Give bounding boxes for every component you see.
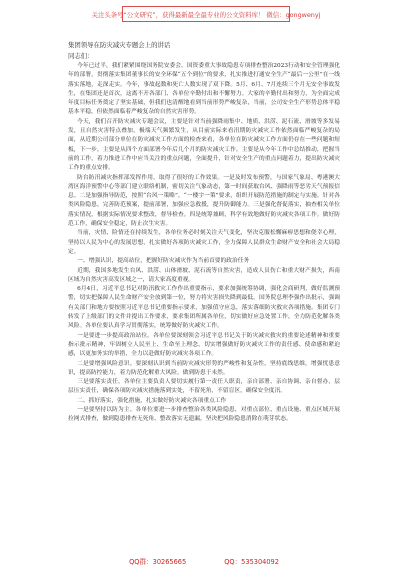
document-title: 集团领导在防灾减灾专题会上的讲话 [68,41,171,49]
paragraph: 一是要坚持以防为主。各单位要进一步排查整治各类风险隐患，对重点部位、重点设施、重点区域开展拉网式排查，做到隐患排查无死角、整改落实无遗漏，坚决把风险隐患消除在萌芽状态。 [68,406,340,423]
paragraph: 6月4日，习近平总书记对防汛救灾工作作出重要指示，要求加强统筹协调，强化会商研判，做好监测预警，切实把保障人民生命财产安全放到第一位，努力将灾害损失降到最低。国务院总理李强作出批示，强调有关部门和地方要按照习近平总书记重要指示要求，加强值守应急，落实落细防灾救灾各项措施。集团专门转发了上级部门的文件并提出工作要求，要求集团所属各单位，切实做好应急处置工作，全力防范化解各类风险。各单位要认真学习贯彻落实，统筹做好防灾减灾工作。 [68,286,340,330]
section-heading: 一、增强认识，提高站位，把握好防灾减灾作为当前首要的政治任务 [77,258,250,265]
paragraph: 一是要进一步提高政治站位。各单位要深刻领会习近平总书记关于防灾减灾救灾的重要论述精神和重要指示批示精神，牢固树立人民至上、生命至上理念，切实增强做好防灾减灾工作的责任感、使命感和紧迫感，以更加务实的举措，全力以赴做好防灾减灾各项工作。 [68,332,340,358]
footer [0,556,408,566]
paragraph: 当前，灾情、险情还在持续发生，各单位务必时刻关注天气变化，坚决克服松懈麻痹思想和侥幸心理，坚持以人民为中心的发展思想，扎实做好各项防灾减灾工作，全力保障人民群众生命财产安全和社会大局稳定。 [68,230,340,255]
promo-banner [91,6,321,22]
paragraph: 防台防汛减灾指挥部发挥作用，取得了很好的工作效果。一是及时发布预警，与国家气象局、粤港澳大湾区海洋预警中心等部门建立联络机制，密切关注气象动态，第一时间获取台风、强降雨等恶劣天气预报信息。二是加强指导防范，按照“台风一策略”，“一楼宇一策”要求，组织开展防范措施的制定与实施。针对各类风险隐患，完善防范预案，提前部署，加强应急救援，提升防御能力。三是强化督促落实，抽查相关单位落实情况，根据实际情况要求整改，督导检查。四是统筹兼顾，科学有效地做好防灾减灾各项工作。做好防范工作，确保安全稳定，防止次生灾害。 [68,174,340,228]
footer-qq-group: QQ群：30265665 [129,558,187,566]
section-heading: 二、抓好落实，强化措施，扎实做好防灾减灾各项重点工作 [77,397,227,404]
promo-banner-text: 关注头条号“公文研究”，获得最新最全最专业的公文资料库！ 微信：gongwenyj [91,10,321,19]
footer-qq: QQ：535304092 [224,558,279,566]
paragraph: 二是要增强风险意识。要深刻认识到当前防灾减灾形势的严峻性和复杂性，坚持底线思维，增强忧患意识，提高防控能力，着力防范化解重大风险，做到防患于未然。 [68,360,340,376]
greeting: 同志们： [68,52,94,60]
paragraph: 三是要落实责任。各单位主要负责人要切实履行第一责任人职责，亲自部署、亲自协调、亲自督办，层层压实责任，确保各项防灾减灾措施落到实处，不留死角，不留盲区，确保安全度汛。 [68,379,340,395]
paragraph: 近期，我国多地发生台风、洪涝、山体滑坡、泥石流等自然灾害，造成人员伤亡和重大财产损失，西南区域为自然灾害高发区域之一，请大家高度重视。 [68,267,340,283]
document-body [68,40,340,425]
paragraph: 今年已过半，我们紧紧围绕国务院安委会、国资委重大事故隐患专项排查整治2023行动和安全管理强化年的部署，贯彻落实集团董事长的安全环保“五个到位”的要求，扎实推进打通安全生产“最后一公里”在一线落实落地，走深走实。今年，事故起数和死亡人数实现了双下降。5月、6月、7月连续三个月无安全事故发生，在集团还是首次，这离不开各部门、各单位辛勤付出和不懈努力。大家的辛勤付出和努力，为全面完成年度目标任务奠定了坚实基础，但我们也清醒地看到当前形势严峻复杂，当前，公司安全生产形势总体平稳基本平稳，但依然面临着严峻复杂的自然灾害形势。 [68,63,340,116]
paragraph: 今天，我们召开防灾减灾专题会议，主要是针对当前强降雨集中、地质、洪涝、泥石流、滑坡等多发易发，且自然灾害特点叠加，极端天气频繁发生，从目前实际来看汛期防灾减灾工作依然面临严峻复杂的局面，从近期公司部分单位在防灾减灾工作方面的检查来看，各单位在防灾减灾工作方面仍存在一些问题和短板，下一步，主要是从四个方面部署今年后几个月的防灾减灾工作。主要是从今年工作中总结推动，把握当前的工作，着力推进工作中应当关注的重点问题，全面提升，针对安全生产的重点问题着力，提出防灾减灾工作的重点安排。 [68,118,340,172]
